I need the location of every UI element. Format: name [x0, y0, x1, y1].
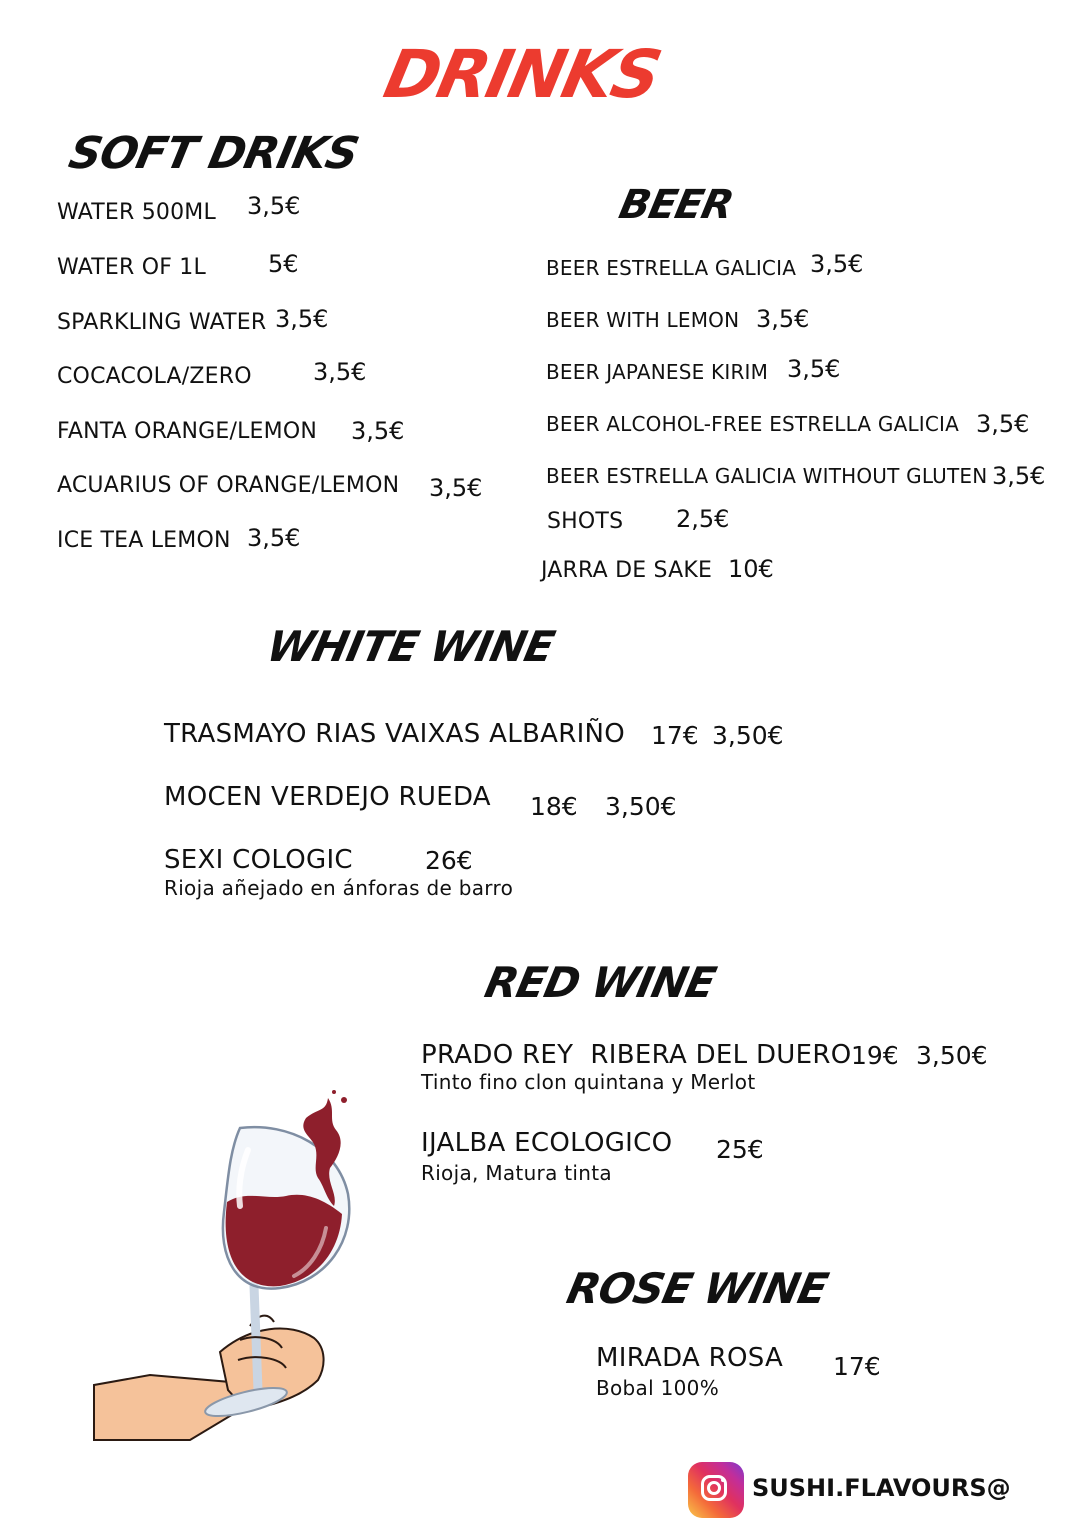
menu-item-price: 5€ — [268, 250, 299, 278]
menu-item-name: ICE TEA LEMON — [57, 528, 231, 553]
menu-item-price: 3,5€ — [992, 462, 1046, 490]
instagram-handle[interactable]: SUSHI.FLAVOURS@ — [752, 1474, 1011, 1502]
menu-item-name: WATER 500ML — [57, 200, 216, 225]
menu-item-name: COCACOLA/ZERO — [57, 364, 252, 389]
menu-item-name: SPARKLING WATER — [57, 310, 267, 335]
wine-glass-price: 3,50€ — [605, 792, 677, 821]
wine-description: Tinto fino clon quintana y Merlot — [421, 1070, 756, 1094]
wine-name: MIRADA ROSA — [596, 1343, 784, 1373]
wine-bottle-price: 18€ — [530, 792, 578, 821]
beer-heading: BEER — [615, 182, 737, 228]
menu-item-name: ACUARIUS OF ORANGE/LEMON — [57, 473, 400, 498]
wine-name: TRASMAYO RIAS VAIXAS ALBARIÑO — [164, 719, 626, 749]
wine-description: Bobal 100% — [596, 1376, 719, 1400]
rose-wine-heading: ROSE WINE — [562, 1264, 832, 1313]
menu-item-name: BEER JAPANESE KIRIM — [546, 360, 769, 384]
white-wine-heading: WHITE WINE — [262, 622, 559, 671]
menu-item-name: BEER ESTRELLA GALICIA — [546, 256, 797, 280]
instagram-icon[interactable] — [688, 1462, 744, 1518]
menu-item-name: BEER ALCOHOL-FREE ESTRELLA GALICIA — [546, 412, 960, 436]
soft-drinks-heading: SOFT DRIKS — [64, 128, 363, 179]
menu-item-price: 3,5€ — [313, 358, 367, 386]
menu-item-price: 3,5€ — [351, 417, 405, 445]
page-title: DRINKS — [377, 36, 667, 113]
menu-item-price: 3,5€ — [976, 410, 1030, 438]
red-wine-heading: RED WINE — [480, 958, 720, 1007]
wine-description: Rioja, Matura tinta — [421, 1161, 612, 1185]
menu-item-price: 3,5€ — [247, 524, 301, 552]
menu-item-price: 2,5€ — [676, 505, 730, 533]
menu-item-price: 3,5€ — [247, 192, 301, 220]
wine-bottle-price: 19€ — [851, 1041, 899, 1070]
wine-glass-illustration — [90, 1090, 360, 1445]
menu-item-name: SHOTS — [547, 509, 624, 534]
wine-bottle-price: 26€ — [425, 846, 473, 875]
menu-item-name: JARRA DE SAKE — [541, 558, 713, 583]
wine-name: SEXI COLOGIC — [164, 845, 353, 875]
menu-item-name: FANTA ORANGE/LEMON — [57, 419, 318, 444]
menu-item-price: 10€ — [728, 555, 774, 583]
menu-item-name: BEER WITH LEMON — [546, 308, 740, 332]
menu-item-price: 3,5€ — [429, 474, 483, 502]
wine-bottle-price: 17€ — [833, 1352, 881, 1381]
wine-glass-price: 3,50€ — [712, 721, 784, 750]
wine-name: MOCEN VERDEJO RUEDA — [164, 782, 491, 812]
menu-item-price: 3,5€ — [275, 305, 329, 333]
menu-item-name: WATER OF 1L — [57, 255, 206, 280]
menu-item-price: 3,5€ — [756, 305, 810, 333]
wine-glass-price: 3,50€ — [916, 1041, 988, 1070]
menu-item-price: 3,5€ — [787, 355, 841, 383]
wine-description: Rioja añejado en ánforas de barro — [164, 876, 514, 900]
menu-item-name: BEER ESTRELLA GALICIA WITHOUT GLUTEN — [546, 464, 988, 488]
wine-bottle-price: 25€ — [716, 1135, 764, 1164]
wine-bottle-price: 17€ — [651, 721, 699, 750]
wine-name: PRADO REY RIBERA DEL DUERO — [421, 1040, 852, 1070]
menu-item-price: 3,5€ — [810, 250, 864, 278]
wine-name: IJALBA ECOLOGICO — [421, 1128, 673, 1158]
